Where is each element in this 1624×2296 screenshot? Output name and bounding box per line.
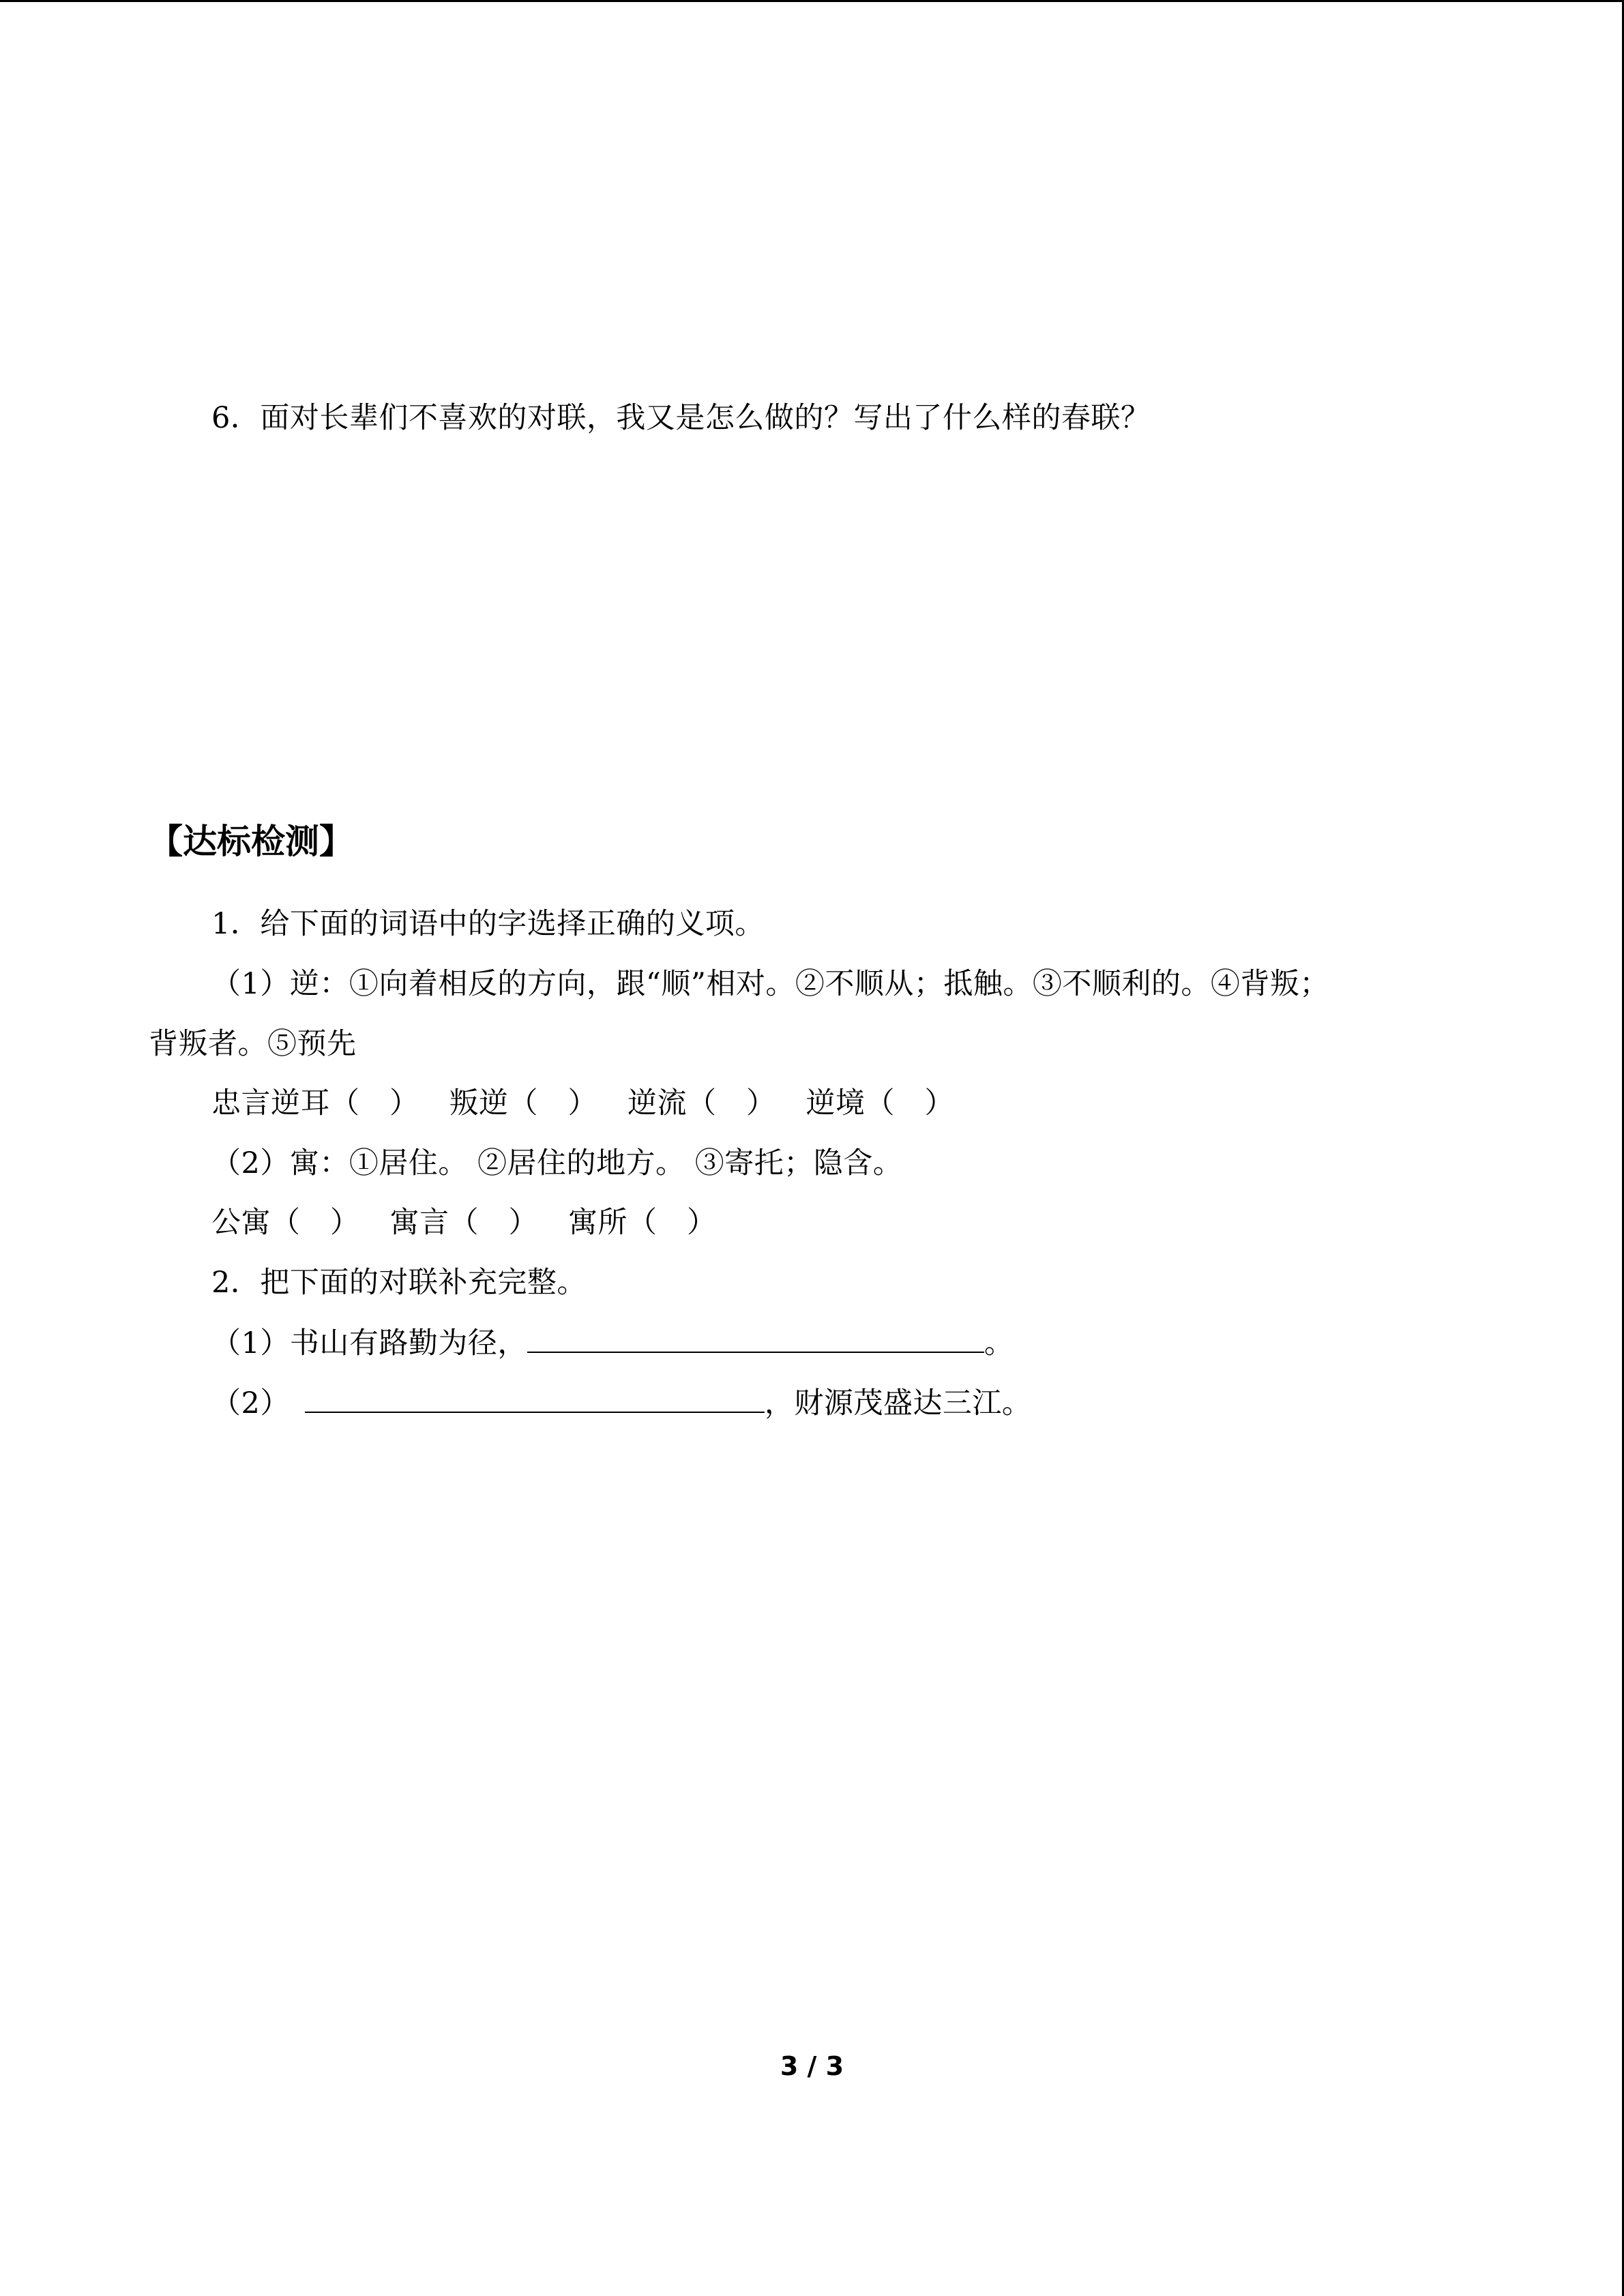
page-number: 3 / 3 <box>780 2051 844 2081</box>
word-item: 公寓（ ） <box>211 1206 360 1240</box>
couplet-line-1-suffix: 。 <box>984 1326 1014 1360</box>
question-6: 6．面对长辈们不喜欢的对联，我又是怎么做的？写出了什么样的春联？ <box>211 401 1151 435</box>
section-heading: 【达标检测】 <box>149 822 353 861</box>
couplet-line-2-prefix: （2） <box>211 1386 290 1420</box>
couplet-line-1-prefix: （1）书山有路勤为径， <box>211 1326 527 1360</box>
word-item: 逆流（ ） <box>628 1086 776 1120</box>
question-1-prompt: 1．给下面的词语中的字选择正确的义项。 <box>211 907 765 941</box>
question-1-part2-items <box>211 1202 717 1243</box>
couplet-line-2 <box>211 1382 1031 1424</box>
couplet-line-1 <box>211 1322 1014 1364</box>
question-1-part1-items <box>211 1083 954 1124</box>
word-item: 寓言（ ） <box>389 1206 538 1240</box>
word-item: 逆境（ ） <box>806 1086 954 1120</box>
question-1-part1-definition-line2: 背叛者。⑤预先 <box>149 1027 357 1061</box>
word-item: 忠言逆耳（ ） <box>211 1086 419 1120</box>
question-1-part1-definition-line1: （1）逆：①向着相反的方向，跟“顺”相对。②不顺从；抵触。③不顺利的。④背叛； <box>211 967 1329 1001</box>
question-1-part2-definition: （2）寓：①居住。 ②居住的地方。 ③寄托；隐含。 <box>211 1146 903 1180</box>
couplet-line-2-suffix: ，财源茂盛达三江。 <box>764 1386 1032 1420</box>
answer-blank[interactable] <box>527 1322 984 1353</box>
word-item: 寓所（ ） <box>568 1206 717 1240</box>
word-item: 叛逆（ ） <box>449 1086 597 1120</box>
answer-blank[interactable] <box>305 1382 765 1413</box>
question-2-prompt: 2．把下面的对联补充完整。 <box>211 1266 587 1300</box>
